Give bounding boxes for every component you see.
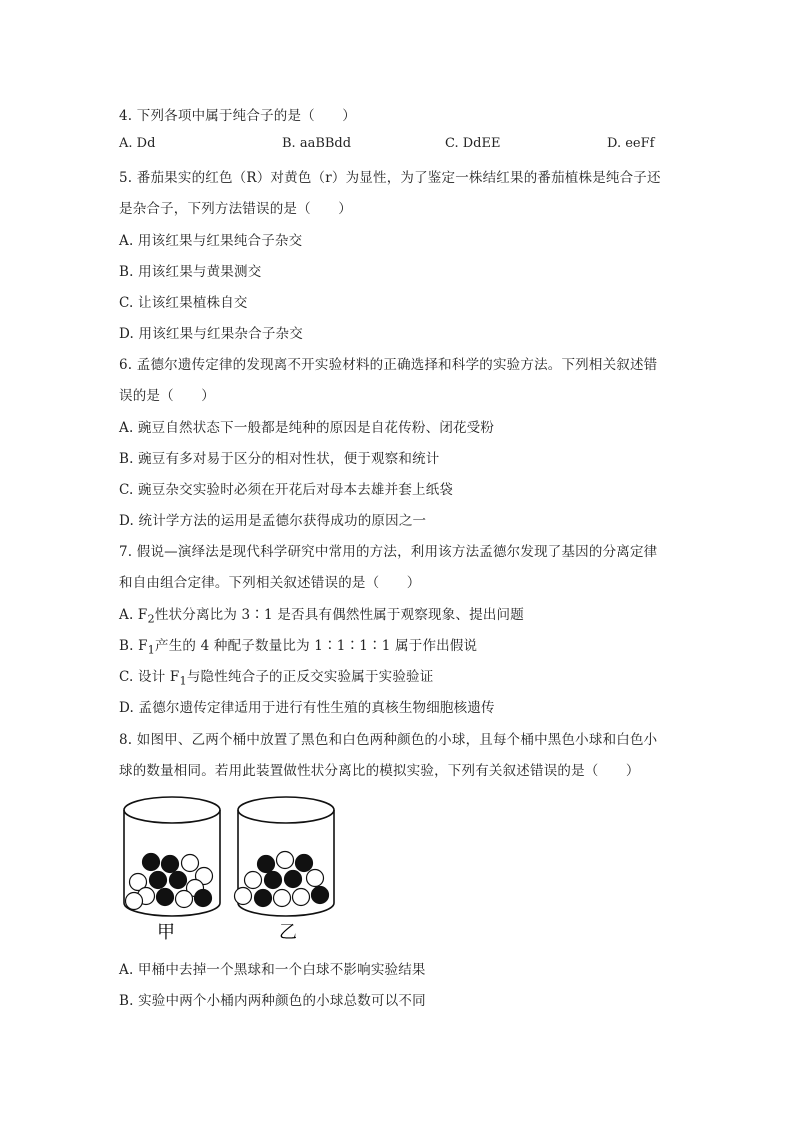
bucket-yi-rim <box>238 797 334 823</box>
balls-yi <box>235 852 329 907</box>
q6-stem-line1: 6. 孟德尔遗传定律的发现离不开实验材料的正确选择和科学的实验方法。下列相关叙述错 <box>119 357 658 373</box>
q7-stem-line2: 和自由组合定律。下列相关叙述错误的是（ ） <box>119 575 421 591</box>
q7-option-b <box>119 634 477 657</box>
q8-option-b: B. 实验中两个小桶内两种颜色的小球总数可以不同 <box>119 993 426 1009</box>
q4-option-d: D. eeFf <box>607 136 655 151</box>
label-yi: 乙 <box>279 922 297 943</box>
q7-option-c-text: 与隐性纯合子的正反交实验属于实验验证 <box>186 669 434 685</box>
q7-option-c-prefix: C. 设计 F <box>119 669 180 685</box>
q7-option-a-prefix: A. F <box>119 607 148 623</box>
q7-option-a <box>119 603 524 626</box>
q8-stem-line2: 球的数量相同。若用此装置做性状分离比的模拟实验，下列有关叙述错误的是（ ） <box>119 763 640 779</box>
q5-option-a: A. 用该红果与红果纯合子杂交 <box>119 233 303 249</box>
q4-options <box>119 136 679 156</box>
q7-stem-line1: 7. 假说—演绎法是现代科学研究中常用的方法，利用该方法孟德尔发现了基因的分离定律 <box>119 544 658 560</box>
q7-option-a-text: 性状分离比为 3∶1 是否具有偶然性属于观察现象、提出问题 <box>154 607 524 623</box>
q8-stem-line1: 8. 如图甲、乙两个桶中放置了黑色和白色两种颜色的小球，且每个桶中黑色小球和白色小 <box>119 732 658 748</box>
q7-option-c <box>119 665 433 688</box>
q5-option-b: B. 用该红果与黄果测交 <box>119 264 262 280</box>
q5-option-c: C. 让该红果植株自交 <box>119 295 248 311</box>
q7-option-b-subscript: 1 <box>147 643 156 657</box>
bucket-figure <box>118 788 358 948</box>
q6-option-c: C. 豌豆杂交实验时必须在开花后对母本去雄并套上纸袋 <box>119 482 454 498</box>
q6-option-b: B. 豌豆有多对易于区分的相对性状，便于观察和统计 <box>119 451 440 467</box>
label-jia: 甲 <box>157 922 175 943</box>
bucket-jia-rim <box>124 797 220 823</box>
q5-option-d: D. 用该红果与红果杂合子杂交 <box>119 326 303 342</box>
q4-stem: 4. 下列各项中属于纯合子的是（ ） <box>119 108 356 124</box>
q5-stem-line2: 是杂合子，下列方法错误的是（ ） <box>119 201 352 217</box>
q7-option-a-subscript: 2 <box>147 612 155 626</box>
q5-stem-line1: 5. 番茄果实的红色（R）对黄色（r）为显性，为了鉴定一株结红果的番茄植株是纯合子还 <box>119 170 661 186</box>
q7-option-b-text: 产生的 4 种配子数量比为 1∶1∶1∶1 属于作出假说 <box>155 638 478 654</box>
q6-stem-line2: 误的是（ ） <box>119 388 215 404</box>
q7-option-b-prefix: B. F <box>119 638 148 654</box>
q4-option-a: A. Dd <box>119 136 156 151</box>
balls-jia <box>126 854 213 910</box>
bucket-diagram <box>118 788 358 948</box>
q6-option-a: A. 豌豆自然状态下一般都是纯种的原因是自花传粉、闭花受粉 <box>119 420 495 436</box>
q6-option-d: D. 统计学方法的运用是孟德尔获得成功的原因之一 <box>119 513 427 529</box>
q8-option-a: A. 甲桶中去掉一个黑球和一个白球不影响实验结果 <box>119 962 426 978</box>
q7-option-c-subscript: 1 <box>179 674 187 688</box>
q7-option-d: D. 孟德尔遗传定律适用于进行有性生殖的真核生物细胞核遗传 <box>119 700 495 716</box>
q4-option-c: C. DdEE <box>445 136 501 151</box>
q4-option-b: B. aaBBdd <box>282 136 352 151</box>
